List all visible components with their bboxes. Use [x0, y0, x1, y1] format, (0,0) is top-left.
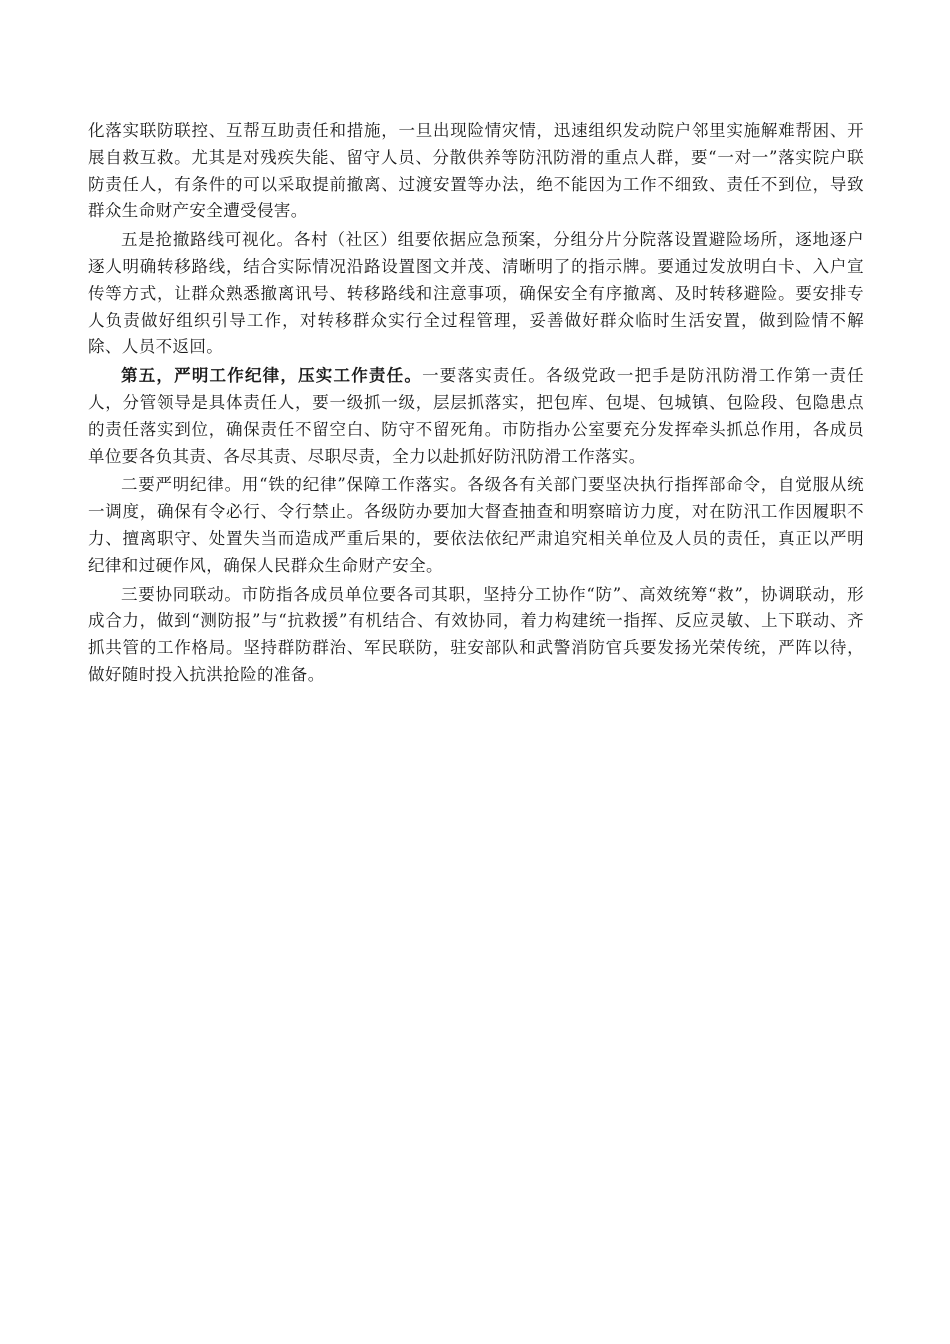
paragraph-5-text: 三要协同联动。市防指各成员单位要各司其职，坚持分工协作“防”、高效统筹“救”，协调联动，形成合力，做到“测防报”与“抗救援”有机结合、有效协同，着力构建统一指挥、反应灵敏、上下联动、齐抓共管的工作格局。坚持群防群治、军民联防，驻安部队和武警消防官兵要发扬光荣传统，严阵以待，做好随时投入抗洪抢险的准备。	[88, 584, 864, 684]
paragraph-2	[88, 227, 864, 361]
paragraph-1	[88, 118, 864, 225]
section-five-heading: 第五，严明工作纪律，压实工作责任。	[121, 366, 423, 386]
document-body	[88, 118, 864, 691]
paragraph-3	[88, 363, 864, 470]
paragraph-4-text: 二要严明纪律。用“铁的纪律”保障工作落实。各级各有关部门要坚决执行指挥部命令，自觉服从统一调度，确保有令必行、令行禁止。各级防办要加大督查抽查和明察暗访力度，对在防汛工作因履职不力、擅离职守、处置失当而造成严重后果的，要依法依纪严肃追究相关单位及人员的责任，真正以严明纪律和过硬作风，确保人民群众生命财产安全。	[88, 475, 864, 575]
paragraph-2-text: 五是抢撤路线可视化。各村（社区）组要依据应急预案，分组分片分院落设置避险场所，逐地逐户逐人明确转移路线，结合实际情况沿路设置图文并茂、清晰明了的指示牌。要通过发放明白卡、入户宣传等方式，让群众熟悉撤离讯号、转移路线和注意事项，确保安全有序撤离、及时转移避险。要安排专人负责做好组织引导工作，对转移群众实行全过程管理，妥善做好群众临时生活安置，做到险情不解除、人员不返回。	[88, 230, 864, 357]
paragraph-4	[88, 472, 864, 579]
paragraph-1-text: 化落实联防联控、互帮互助责任和措施，一旦出现险情灾情，迅速组织发动院户邻里实施解难帮困、开展自救互救。尤其是对残疾失能、留守人员、分散供养等防汛防滑的重点人群，要“一对一”落实院户联防责任人，有条件的可以采取提前撤离、过渡安置等办法，绝不能因为工作不细致、责任不到位，导致群众生命财产安全遭受侵害。	[88, 121, 864, 221]
paragraph-5	[88, 582, 864, 689]
paragraph-3-text: 一要落实责任。各级党政一把手是防汛防滑工作第一责任人，分管领导是具体责任人，要一级抓一级，层层抓落实，把包库、包堤、包城镇、包险段、包隐患点的责任落实到位，确保责任不留空白、防守不留死角。市防指办公室要充分发挥牵头抓总作用，各成员单位要各负其责、各尽其责、尽职尽责，全力以赴抓好防汛防滑工作落实。	[88, 366, 864, 466]
